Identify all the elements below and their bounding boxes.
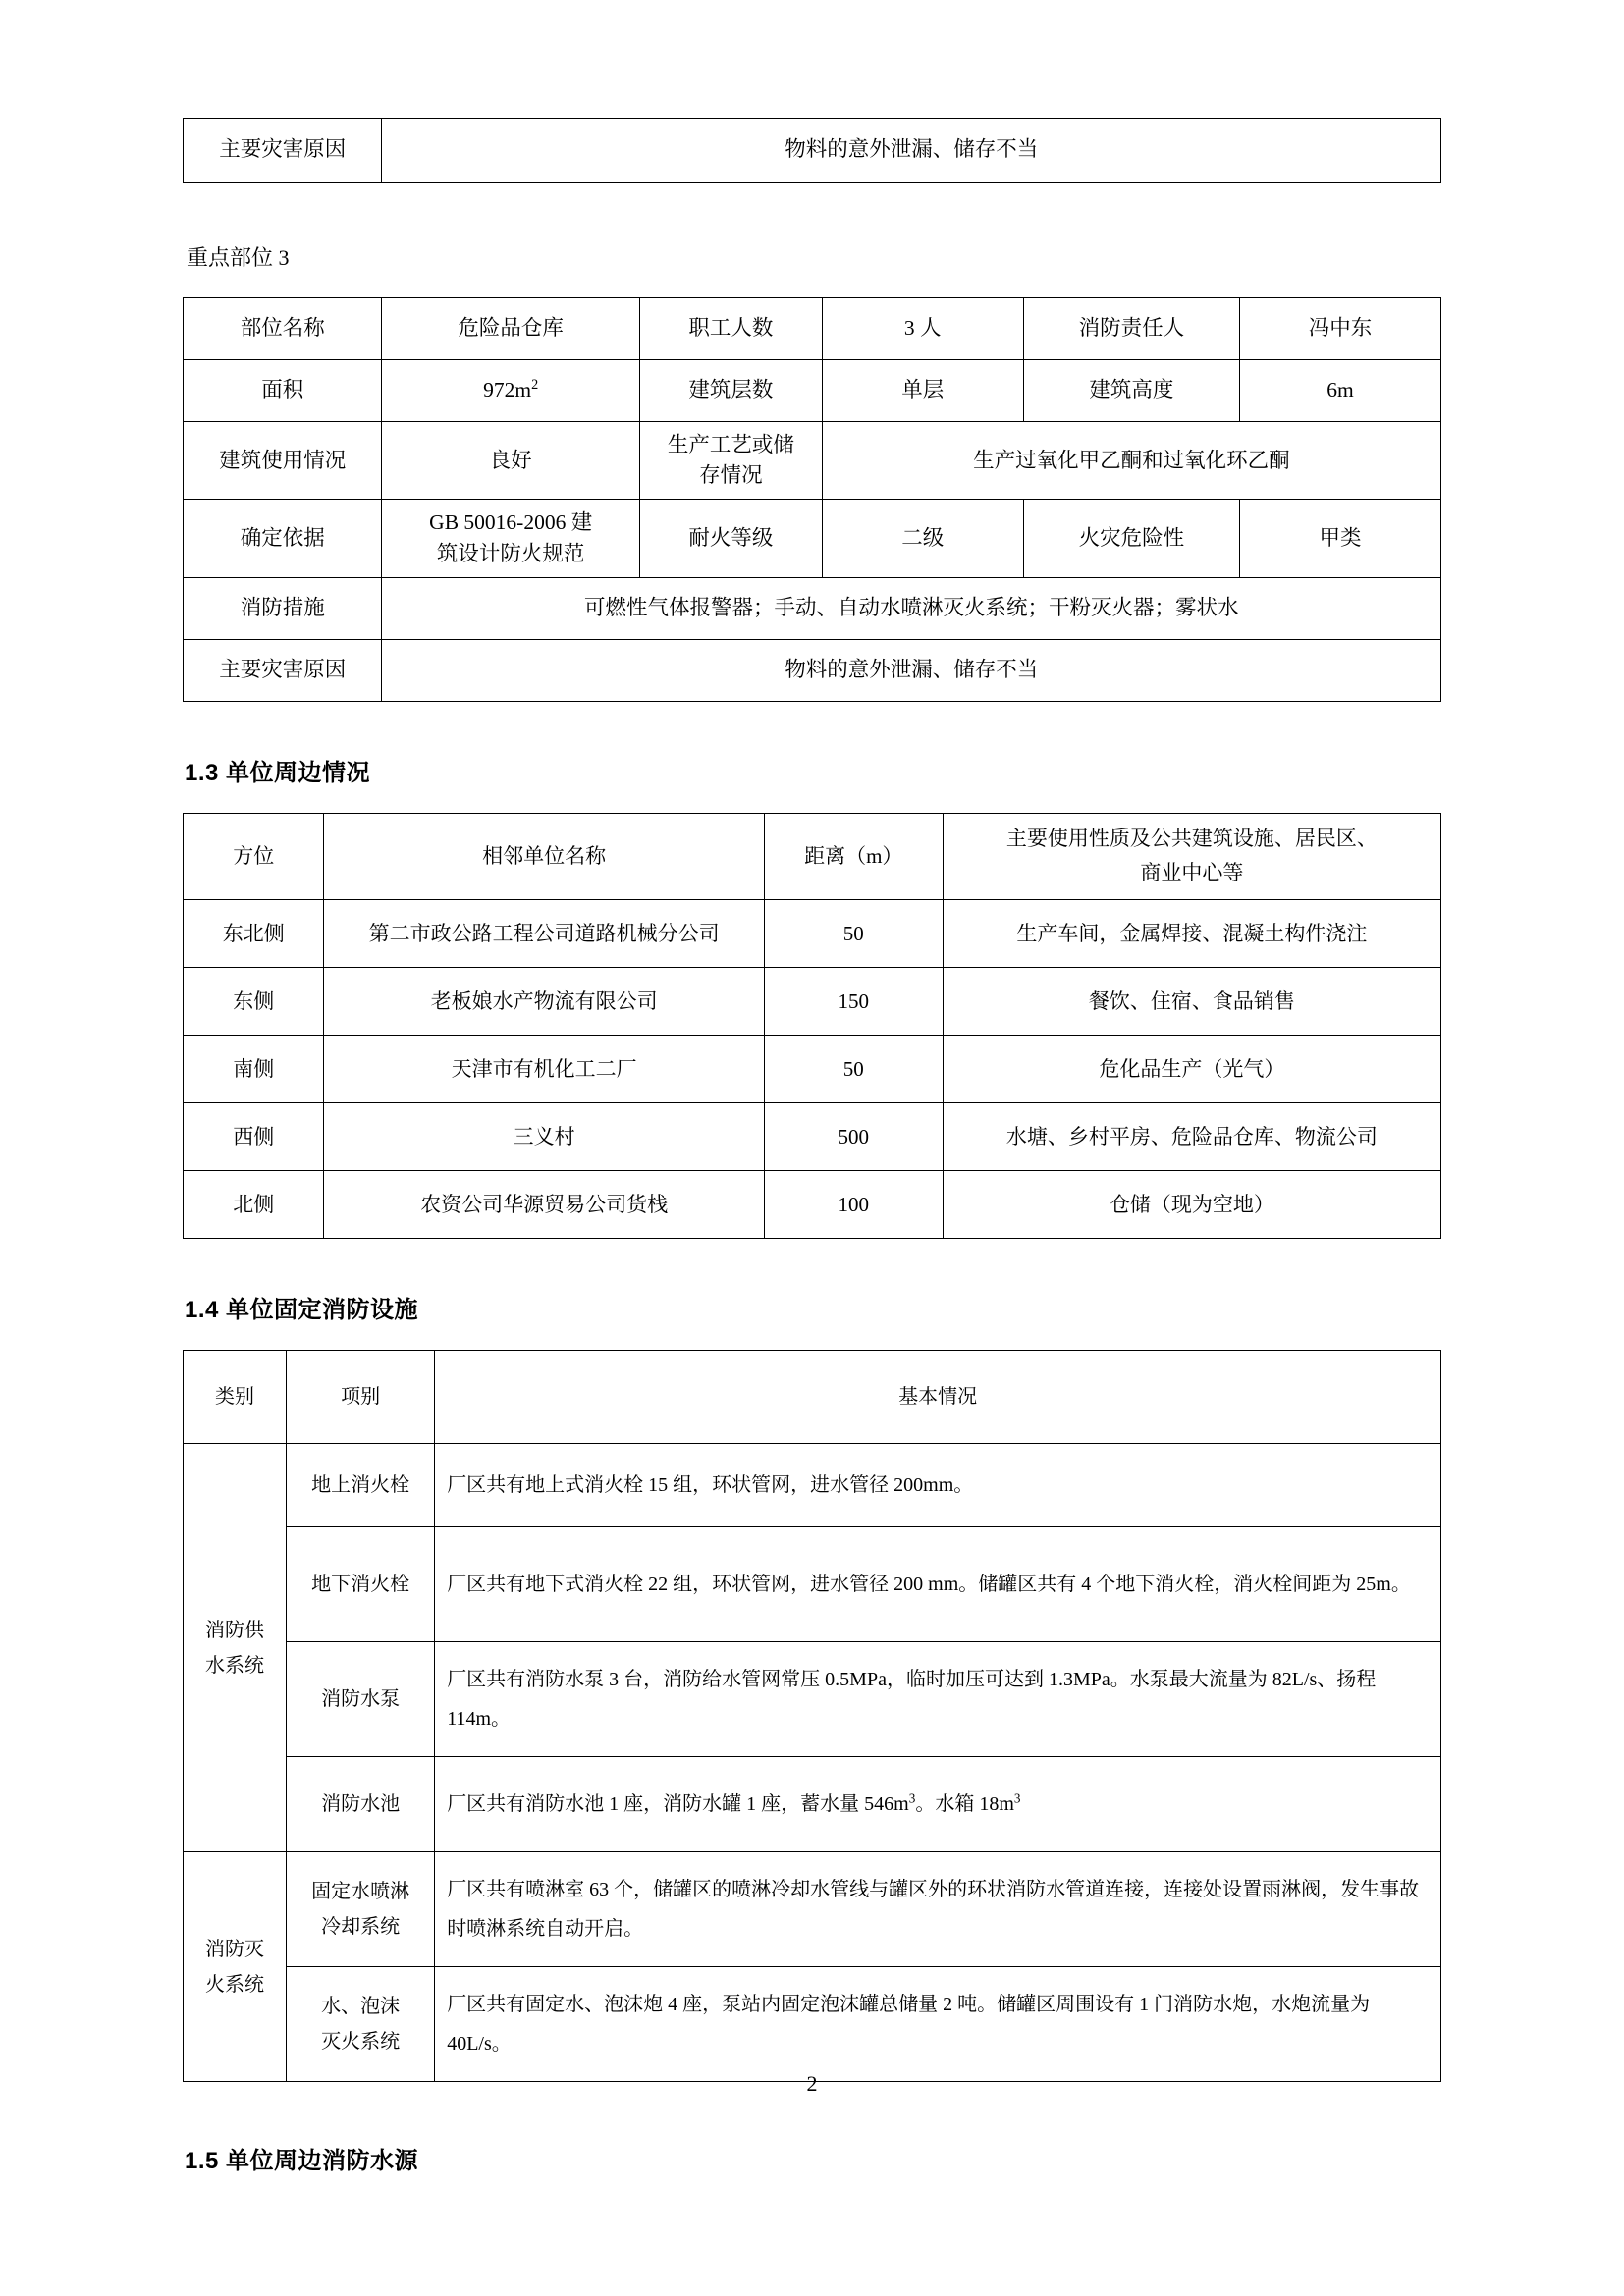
header-category: 类别 [184, 1351, 287, 1444]
table-row [184, 900, 1441, 968]
spacer [183, 787, 1441, 813]
cell-desc-aboveground-hydrant: 厂区共有地上式消火栓 15 组，环状管网，进水管径 200mm。 [435, 1444, 1441, 1527]
header-distance: 距离（m） [764, 813, 943, 899]
table-row [184, 1444, 1441, 1527]
spacer [183, 1324, 1441, 1350]
cell-building-usage-value: 良好 [382, 422, 640, 500]
cell-basis-label: 确定依据 [184, 500, 382, 577]
cell-fire-resistance-label: 耐火等级 [639, 500, 822, 577]
cell-fire-responsible-label: 消防责任人 [1023, 298, 1239, 360]
cell-nature: 生产车间，金属焊接、混凝土构件浇注 [943, 900, 1440, 968]
cell-neighbor-name: 第二市政公路工程公司道路机械分公司 [324, 900, 764, 968]
cell-building-usage-label: 建筑使用情况 [184, 422, 382, 500]
table-surroundings [183, 813, 1441, 1239]
cell-desc-water-foam: 厂区共有固定水、泡沫炮 4 座，泵站内固定泡沫罐总储量 2 吨。储罐区周围设有 1 门消防水炮，水炮流量为 40L/s。 [435, 1967, 1441, 2082]
header-nature [943, 813, 1440, 899]
page-content [183, 118, 1441, 2175]
section-heading-1-5: 1.5 单位周边消防水源 [185, 2148, 419, 2175]
spacer [183, 272, 1441, 297]
cell-distance: 50 [764, 1036, 943, 1103]
cell-nature: 危化品生产（光气） [943, 1036, 1440, 1103]
table-row [184, 968, 1441, 1036]
table-top-hazard-cause [183, 118, 1441, 183]
spacer [183, 702, 1441, 753]
header-nature-line2: 商业中心等 [1140, 861, 1244, 885]
cell-process-storage-label [639, 422, 822, 500]
cell-position-name-label: 部位名称 [184, 298, 382, 360]
cell-desc-fire-pool [435, 1757, 1441, 1852]
cell-fire-responsible-value: 冯中东 [1240, 298, 1441, 360]
page-number: 2 [806, 2071, 818, 2096]
cell-neighbor-name: 三义村 [324, 1103, 764, 1171]
table-fixed-fire-facilities [183, 1350, 1441, 2082]
table-row [184, 639, 1441, 701]
cell-neighbor-name: 农资公司华源贸易公司货栈 [324, 1171, 764, 1239]
table-row [184, 1527, 1441, 1642]
cell-distance: 50 [764, 900, 943, 968]
fire-pool-exp-1: 3 [908, 1790, 916, 1806]
table-row [184, 1103, 1441, 1171]
cell-fire-measures-label: 消防措施 [184, 577, 382, 639]
cell-staff-count-label: 职工人数 [639, 298, 822, 360]
cell-item-underground-hydrant: 地下消火栓 [287, 1527, 435, 1642]
header-direction: 方位 [184, 813, 324, 899]
cell-process-storage-value: 生产过氧化甲乙酮和过氧化环乙酮 [822, 422, 1440, 500]
cell-staff-count-value: 3 人 [822, 298, 1023, 360]
header-nature-line1: 主要使用性质及公共建筑设施、居民区、 [1005, 826, 1378, 850]
process-storage-label-line2: 存情况 [699, 463, 763, 488]
cell-area-value [382, 360, 640, 422]
spacer [183, 183, 1441, 241]
area-number: 972m [483, 378, 532, 402]
table-row [184, 1757, 1441, 1852]
cell-nature: 餐饮、住宿、食品销售 [943, 968, 1440, 1036]
cell-item-fire-pool: 消防水池 [287, 1757, 435, 1852]
table-row [184, 422, 1441, 500]
cell-category-extinguishing [184, 1852, 287, 2082]
table-row [184, 1171, 1441, 1239]
header-item: 项别 [287, 1351, 435, 1444]
cell-height-value: 6m [1240, 360, 1441, 422]
table-header-row [184, 1351, 1441, 1444]
cell-floors-value: 单层 [822, 360, 1023, 422]
cell-desc-underground-hydrant: 厂区共有地下式消火栓 22 组，环状管网，进水管径 200 mm。储罐区共有 4 个地下消火栓，消火栓间距为 25m。 [435, 1527, 1441, 1642]
section-heading-1-4: 1.4 单位固定消防设施 [185, 1297, 419, 1324]
cell-item-aboveground-hydrant: 地上消火栓 [287, 1444, 435, 1527]
cell-distance: 500 [764, 1103, 943, 1171]
cell-direction: 东北侧 [184, 900, 324, 968]
cell-desc-sprinkler-cooling: 厂区共有喷淋室 63 个，储罐区的喷淋冷却水管线与罐区外的环状消防水管道连接，连接处设置雨淋阀，发生事故时喷淋系统自动开启。 [435, 1852, 1441, 1967]
cell-item-water-foam [287, 1967, 435, 2082]
table-row [184, 360, 1441, 422]
water-foam-line1: 水、泡沫 [321, 1996, 401, 2018]
sprinkler-line2: 冷却系统 [321, 1916, 401, 1939]
cell-fire-risk-value: 甲类 [1240, 500, 1441, 577]
fire-pool-desc-mid: 。水箱 18m [915, 1793, 1014, 1816]
cell-direction: 东侧 [184, 968, 324, 1036]
area-unit-exponent: 2 [531, 377, 539, 394]
header-basic-info: 基本情况 [435, 1351, 1441, 1444]
table-row [184, 500, 1441, 577]
section-heading-1-3: 1.3 单位周边情况 [185, 759, 371, 786]
cell-distance: 100 [764, 1171, 943, 1239]
spacer [183, 1239, 1441, 1290]
process-storage-label-line1: 生产工艺或储 [667, 433, 794, 456]
category-line2: 水系统 [205, 1654, 265, 1677]
cell-fire-risk-label: 火灾危险性 [1023, 500, 1239, 577]
cell-fire-measures-value: 可燃性气体报警器；手动、自动水喷淋灭火系统；干粉灭火器；雾状水 [382, 577, 1441, 639]
key-position-caption: 重点部位 3 [187, 245, 290, 270]
cell-neighbor-name: 老板娘水产物流有限公司 [324, 968, 764, 1036]
table-row [184, 119, 1441, 183]
table-key-position-3 [183, 297, 1441, 702]
cell-fire-resistance-value: 二级 [822, 500, 1023, 577]
cell-neighbor-name: 天津市有机化工二厂 [324, 1036, 764, 1103]
header-neighbor-name: 相邻单位名称 [324, 813, 764, 899]
cell-basis-value [382, 500, 640, 577]
category-line2: 火系统 [205, 1973, 265, 1996]
table-row [184, 298, 1441, 360]
cell-floors-label: 建筑层数 [639, 360, 822, 422]
table-row [184, 1967, 1441, 2082]
cell-desc-fire-pump: 厂区共有消防水泵 3 台，消防给水管网常压 0.5MPa，临时加压可达到 1.3MPa。水泵最大流量为 82L/s、扬程 114m。 [435, 1642, 1441, 1757]
cell-area-label: 面积 [184, 360, 382, 422]
table-row [184, 577, 1441, 639]
cell-hazard-cause-value: 物料的意外泄漏、储存不当 [382, 639, 1441, 701]
cell-position-name-value: 危险品仓库 [382, 298, 640, 360]
category-line1: 消防灭 [205, 1938, 265, 1960]
cell-height-label: 建筑高度 [1023, 360, 1239, 422]
basis-line2: 筑设计防火规范 [436, 541, 585, 565]
cell-category-water-supply [184, 1444, 287, 1852]
water-foam-line2: 灭火系统 [321, 2031, 401, 2054]
cell-item-fire-pump: 消防水泵 [287, 1642, 435, 1757]
fire-pool-desc-pre: 厂区共有消防水池 1 座，消防水罐 1 座，蓄水量 546m [447, 1793, 909, 1816]
sprinkler-line1: 固定水喷淋 [311, 1881, 410, 1903]
table-row [184, 1852, 1441, 1967]
category-line1: 消防供 [205, 1619, 265, 1641]
fire-pool-exp-2: 3 [1013, 1790, 1021, 1806]
cell-nature: 仓储（现为空地） [943, 1171, 1440, 1239]
basis-line1: GB 50016-2006 建 [429, 510, 593, 535]
cell-direction: 北侧 [184, 1171, 324, 1239]
hazard-cause-label: 主要灾害原因 [184, 119, 382, 183]
table-header-row [184, 813, 1441, 899]
cell-item-sprinkler-cooling [287, 1852, 435, 1967]
table-row [184, 1036, 1441, 1103]
cell-direction: 西侧 [184, 1103, 324, 1171]
table-row [184, 1642, 1441, 1757]
hazard-cause-value: 物料的意外泄漏、储存不当 [382, 119, 1441, 183]
cell-nature: 水塘、乡村平房、危险品仓库、物流公司 [943, 1103, 1440, 1171]
cell-hazard-cause-label: 主要灾害原因 [184, 639, 382, 701]
cell-direction: 南侧 [184, 1036, 324, 1103]
cell-distance: 150 [764, 968, 943, 1036]
